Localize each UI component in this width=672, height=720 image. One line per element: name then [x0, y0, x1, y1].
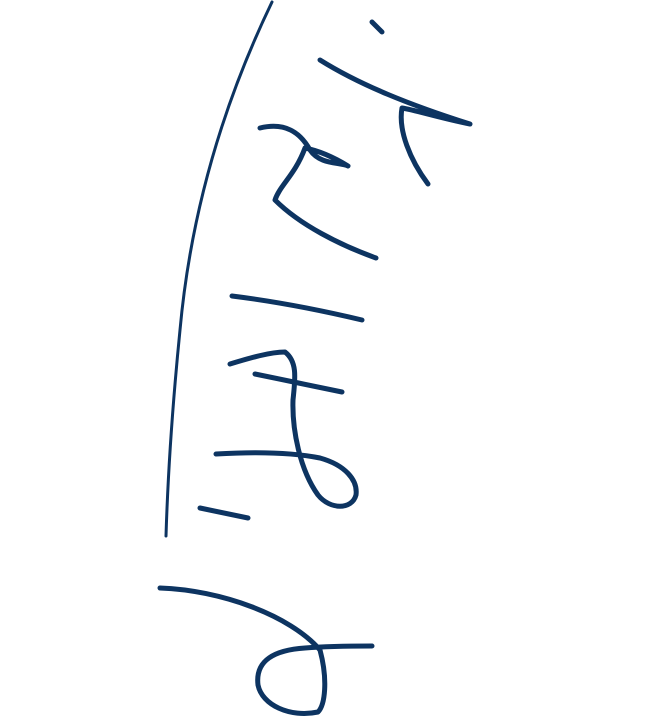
ink-stroke-dash-lower	[200, 508, 248, 518]
ink-stroke-f-crossbar	[255, 374, 342, 392]
ink-stroke-dot-top	[372, 22, 382, 32]
ink-stroke-f-shape	[216, 352, 356, 506]
ink-stroke-bottom-loop	[160, 588, 372, 713]
ink-stroke-dash-middle	[232, 296, 362, 320]
ink-stroke-loop-four	[260, 126, 376, 258]
